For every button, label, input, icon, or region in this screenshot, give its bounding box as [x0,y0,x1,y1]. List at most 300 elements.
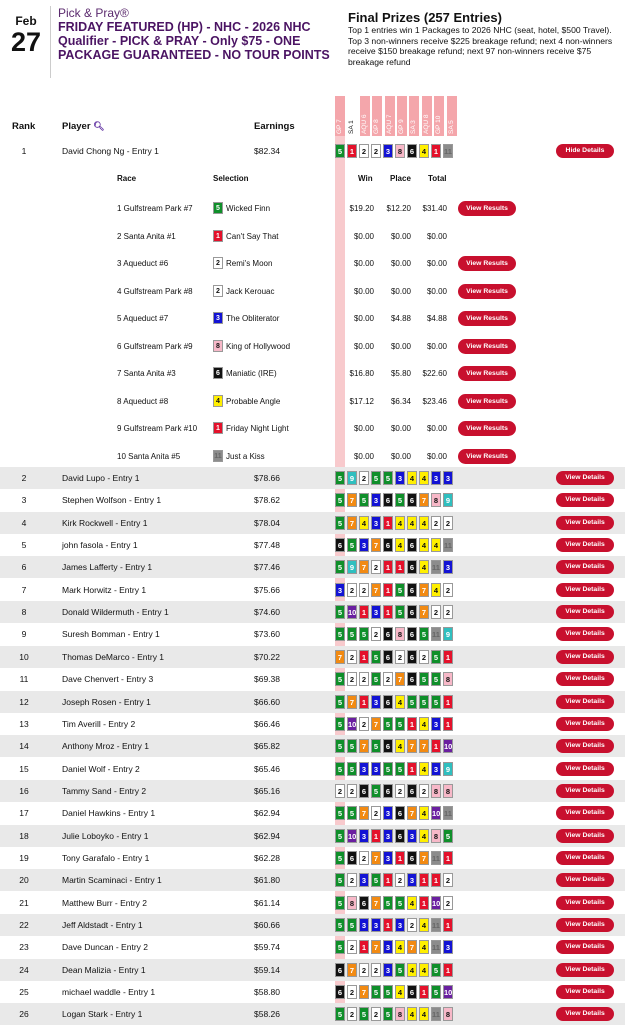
pick-chip: 5 [335,1007,345,1021]
player-header-label: Player [62,121,91,132]
pick-chip: 7 [395,672,405,686]
pick-chip: 2 [443,516,453,530]
pick-chip: 2 [347,583,357,597]
earnings-cell: $61.80 [254,875,280,886]
pick-chip: 1 [443,650,453,664]
details-row [0,280,625,304]
pick-chip: 2 [443,873,453,887]
view-details-button[interactable]: View Details [556,650,614,664]
view-results-button[interactable]: View Results [458,366,516,381]
selection-name: The Obliterator [226,314,280,323]
details-header-selection: Selection [213,174,249,183]
pick-chip: 7 [419,851,429,865]
rank-cell: 23 [19,942,29,953]
pick-chip: 4 [407,471,417,485]
view-details-button[interactable]: View Details [556,940,614,954]
selection-number: 6 [213,367,223,379]
player-name[interactable]: Stephen Wolfson - Entry 1 [62,495,162,506]
player-name[interactable]: Tim Averill - Entry 2 [62,718,136,729]
pick-chip: 2 [395,650,405,664]
pick-chip: 6 [395,829,405,843]
pick-chip: 3 [407,873,417,887]
pick-chip: 5 [335,717,345,731]
player-name[interactable]: David Chong Ng - Entry 1 [62,146,159,156]
brand-label: Pick & Pray® [58,6,129,20]
race-header: SA 5 [447,96,457,136]
view-details-button[interactable]: View Details [556,538,614,552]
player-name[interactable]: Martin Scaminaci - Entry 1 [62,875,162,886]
pick-chip: 5 [431,650,441,664]
pick-chip: 2 [383,672,393,686]
player-name[interactable]: Dave Duncan - Entry 2 [62,942,148,953]
pick-chip: 10 [347,829,357,843]
details-row [0,445,625,469]
pick-chip: 1 [407,717,417,731]
table-row [0,825,625,847]
pick-chip: 4 [419,516,429,530]
details-header-win: Win [358,174,373,183]
pick-chip: 8 [395,1007,405,1021]
rank-cell: 5 [21,540,27,551]
race-header: AQU 7 [385,96,395,136]
win-amount: $0.00 [353,286,374,296]
pick-chip: 5 [419,672,429,686]
view-details-button[interactable]: View Details [556,762,614,776]
view-results-button[interactable]: View Results [458,284,516,299]
pick-chip: 1 [395,560,405,574]
pick-chip: 6 [335,538,345,552]
pick-chip: 5 [335,806,345,820]
earnings-cell: $65.82 [254,741,280,752]
player-name[interactable]: Tammy Sand - Entry 2 [62,785,147,796]
view-details-button[interactable]: View Details [556,516,614,530]
win-amount: $0.00 [353,259,374,268]
details-row [0,390,625,414]
player-name[interactable]: Donald Wildermuth - Entry 1 [62,607,169,618]
player-name[interactable]: Suresh Bomman - Entry 1 [62,629,160,640]
pick-chip: 2 [335,784,345,798]
pick-chip: 6 [407,784,417,798]
pick-chip: 8 [431,784,441,798]
table-row [0,802,625,824]
player-name[interactable]: Matthew Burr - Entry 2 [62,897,148,908]
rank-cell: 7 [21,584,27,595]
pick-chip: 5 [335,144,345,158]
view-details-button[interactable]: View Details [556,873,614,887]
table-row [0,936,625,958]
pick-chip: 5 [335,516,345,530]
player-name[interactable]: Logan Stark - Entry 1 [62,1009,143,1020]
player-name[interactable]: Jeff Aldstadt - Entry 1 [62,920,143,930]
earnings-cell: $59.74 [254,942,280,953]
player-name[interactable]: Julie Loboyko - Entry 1 [62,830,149,841]
table-row [0,713,625,735]
earnings-cell: $82.34 [254,146,280,156]
race-header: GP 9 [397,96,407,136]
pick-chip: 3 [371,762,381,776]
hide-details-button[interactable]: Hide Details [556,144,614,158]
pick-chip: 4 [407,896,417,910]
pick-chip: 5 [395,896,405,910]
selection-name: Just a Kiss [226,451,265,461]
place-amount: $6.34 [390,396,411,406]
view-details-button[interactable]: View Details [556,829,614,843]
pick-chip: 5 [407,695,417,709]
pick-chip: 11 [443,144,453,158]
prizes-heading: Final Prizes (257 Entries) [348,10,502,25]
pick-chip: 3 [431,762,441,776]
total-amount: $0.00 [426,286,447,296]
earnings-cell: $62.94 [254,808,280,819]
pick-chip: 5 [359,1007,369,1021]
table-row [0,735,625,757]
pick-chip: 5 [383,471,393,485]
pick-chip: 1 [383,560,393,574]
pick-chip: 5 [395,963,405,977]
pick-chip: 3 [371,918,381,932]
player-header[interactable] [62,121,105,132]
view-details-button[interactable]: View Details [556,605,614,619]
selection-number: 5 [213,202,223,214]
pick-chip: 6 [407,627,417,641]
pick-chip: 6 [383,493,393,507]
selection-number: 11 [213,450,223,462]
view-results-button[interactable]: View Results [458,421,516,436]
prizes-text: Top 1 entries win 1 Packages to 2026 NHC (seat, hotel, $500 Travel). Top 3 non-winners receive $225 breakage refund; next 4 non-winners receive $150 breakage refund; next 97 non-winners receive $75 breakage refund [348,25,613,67]
view-details-button[interactable]: View Details [556,695,614,709]
pick-chip: 1 [371,829,381,843]
pick-chip: 4 [419,940,429,954]
pick-chip: 2 [371,963,381,977]
pick-chip: 3 [359,829,369,843]
pick-chip: 6 [335,963,345,977]
pick-chip: 2 [395,873,405,887]
pick-chip: 1 [359,650,369,664]
pick-chip: 5 [335,896,345,910]
pick-chip: 4 [407,516,417,530]
date-badge [6,14,46,56]
pick-chip: 11 [431,560,441,574]
details-row [0,362,625,386]
event-title: FRIDAY FEATURED (HP) - NHC - 2026 NHC Qualifier - PICK & PRAY - Only $75 - ONE PACKAGE GUARANTEED - NO TOUR POINTS [58,20,330,62]
pick-chip: 5 [443,829,453,843]
pick-chip: 1 [419,873,429,887]
rank-cell: 25 [19,987,29,998]
pick-chip: 8 [443,672,453,686]
pick-chip: 3 [395,471,405,485]
pick-chips [335,538,455,552]
pick-chip: 3 [431,717,441,731]
pick-chip: 7 [371,896,381,910]
pick-chip: 2 [359,471,369,485]
selection-number: 1 [213,422,223,434]
pick-chip: 5 [371,873,381,887]
player-name[interactable]: Tony Garafalo - Entry 1 [62,852,150,863]
pick-chips [335,918,455,932]
pick-chip: 3 [335,583,345,597]
pick-chip: 2 [347,873,357,887]
total-amount: $4.88 [426,314,447,323]
earnings-cell: $66.46 [254,718,280,729]
pick-chips [335,650,455,664]
pick-chip: 5 [371,471,381,485]
player-name[interactable]: James Lafferty - Entry 1 [62,562,153,573]
earnings-cell: $75.66 [254,584,280,595]
pick-chip: 4 [419,806,429,820]
pick-chip: 5 [335,627,345,641]
pick-chips [335,851,455,865]
pick-chip: 4 [431,538,441,552]
pick-chip: 5 [371,739,381,753]
race-headers [335,96,462,136]
pick-chips [335,940,455,954]
view-results-button[interactable]: View Results [458,339,516,354]
table-row [0,691,625,713]
player-name[interactable]: michael waddle - Entry 1 [62,987,156,998]
pick-chip: 4 [395,695,405,709]
pick-chip: 3 [383,963,393,977]
pick-chip: 3 [371,493,381,507]
view-details-button[interactable]: View Details [556,851,614,865]
view-details-button[interactable]: View Details [556,717,614,731]
selection-name: Can't Say That [226,231,279,241]
pick-chips [335,717,455,731]
pick-chip: 2 [431,516,441,530]
view-details-button[interactable]: View Details [556,560,614,574]
pick-chip: 5 [335,605,345,619]
pick-chip: 3 [359,873,369,887]
pick-chip: 10 [431,896,441,910]
player-name[interactable]: Daniel Hawkins - Entry 1 [62,808,156,819]
player-name[interactable]: Dean Malizia - Entry 1 [62,964,146,975]
pick-chips [335,985,455,999]
pick-chip: 8 [431,829,441,843]
selection-name: Jack Kerouac [226,286,275,296]
view-results-button[interactable]: View Results [458,201,516,216]
earnings-cell: $66.60 [254,696,280,707]
view-details-button[interactable]: View Details [556,806,614,820]
pick-chip: 3 [431,471,441,485]
player-name[interactable]: Mark Horwitz - Entry 1 [62,584,147,595]
earnings-cell: $77.46 [254,562,280,573]
pick-chip: 4 [419,829,429,843]
pick-chip: 6 [383,739,393,753]
race-header: GP 8 [372,96,382,136]
race-name: 2 Santa Anita #1 [117,231,176,241]
place-amount: $0.00 [390,341,411,351]
pick-chip: 2 [419,650,429,664]
earnings-cell: $58.80 [254,987,280,998]
table-row [0,579,625,601]
pick-chip: 7 [347,516,357,530]
view-details-button[interactable]: View Details [556,896,614,910]
player-name[interactable]: Daniel Wolf - Entry 2 [62,763,140,774]
pick-chip: 7 [419,739,429,753]
pick-chip: 1 [383,918,393,932]
race-header: SA 3 [409,96,419,136]
search-icon[interactable]: 🔍︎ [93,121,105,131]
rank-cell: 20 [19,875,29,886]
pick-chip: 6 [383,650,393,664]
race-name: 6 Gulfstream Park #9 [117,341,193,351]
earnings-cell: $62.94 [254,830,280,841]
player-name[interactable]: Dave Chenvert - Entry 3 [62,674,154,685]
pick-chips [335,516,455,530]
view-results-button[interactable]: View Results [458,311,516,326]
view-details-button[interactable]: View Details [556,1007,614,1021]
earnings-cell: $69.38 [254,674,280,685]
player-name[interactable]: David Lupo - Entry 1 [62,473,140,483]
pick-chip: 5 [335,739,345,753]
rank-header: Rank [12,121,36,132]
view-results-button[interactable]: View Results [458,394,516,409]
pick-chip: 4 [419,717,429,731]
pick-chip: 4 [419,1007,429,1021]
view-results-button[interactable]: View Results [458,256,516,271]
selection-name: Remi's Moon [226,259,273,268]
pick-chip: 7 [335,650,345,664]
pick-chip: 6 [407,672,417,686]
rank-cell: 18 [19,830,29,841]
rank-cell: 2 [21,473,27,483]
pick-chip: 2 [347,672,357,686]
view-details-button[interactable]: View Details [556,784,614,798]
player-name[interactable]: Anthony Mroz - Entry 1 [62,741,149,752]
pick-chip: 7 [359,806,369,820]
pick-chips [335,672,455,686]
view-details-button[interactable]: View Details [556,963,614,977]
pick-chip: 9 [443,493,453,507]
pick-chip: 8 [431,493,441,507]
race-name: 1 Gulfstream Park #7 [117,204,193,213]
rank-cell: 24 [19,964,29,975]
pick-chip: 3 [443,471,453,485]
pick-chip: 1 [395,851,405,865]
pick-chip: 3 [395,918,405,932]
pick-chip: 6 [407,851,417,865]
place-amount: $0.00 [390,424,411,433]
view-details-button[interactable]: View Details [556,627,614,641]
pick-chip: 1 [443,918,453,932]
pick-chips [335,896,455,910]
selection-number: 3 [213,312,223,324]
event-info [58,6,348,62]
pick-chip: 6 [359,896,369,910]
pick-chips [335,784,455,798]
pick-chip: 5 [347,806,357,820]
pick-chip: 6 [407,538,417,552]
pick-chip: 2 [395,784,405,798]
pick-chip: 11 [431,1007,441,1021]
player-name[interactable]: Thomas DeMarco - Entry 1 [62,651,165,662]
rank-cell: 4 [21,517,27,528]
view-details-button[interactable]: View Details [556,985,614,999]
table-row [0,668,625,690]
pick-chip: 5 [431,695,441,709]
details-row [0,307,625,331]
pick-chip: 5 [383,762,393,776]
pick-chip: 7 [419,493,429,507]
view-details-button[interactable]: View Details [556,739,614,753]
pick-chip: 6 [383,627,393,641]
pick-chip: 7 [419,583,429,597]
pick-chip: 6 [335,985,345,999]
pick-chip: 8 [395,627,405,641]
pick-chip: 1 [443,717,453,731]
win-amount: $0.00 [353,451,374,461]
pick-chips [335,493,455,507]
view-details-button[interactable]: View Details [556,918,614,932]
win-amount: $16.80 [349,369,374,378]
pick-chip: 4 [395,538,405,552]
pick-chip: 5 [347,739,357,753]
race-name: 7 Santa Anita #3 [117,369,176,378]
total-amount: $0.00 [426,341,447,351]
earnings-cell: $73.60 [254,629,280,640]
rank-cell: 3 [21,495,27,506]
details-header-total: Total [428,174,447,183]
table-row [0,847,625,869]
pick-chip: 5 [335,762,345,776]
place-amount: $12.20 [386,204,411,213]
pick-chip: 10 [431,806,441,820]
pick-chip: 6 [407,493,417,507]
player-name[interactable]: Joseph Rosen - Entry 1 [62,696,151,707]
rank-cell: 10 [19,651,29,662]
player-name[interactable]: Kirk Rockwell - Entry 1 [62,517,148,528]
rank-cell: 9 [21,629,27,640]
pick-chips [335,605,455,619]
pick-chip: 4 [395,516,405,530]
table-row [0,869,625,891]
player-name[interactable]: john fasola - Entry 1 [62,540,138,551]
view-details-button[interactable]: View Details [556,583,614,597]
race-header: AQU 8 [422,96,432,136]
place-amount: $0.00 [390,259,411,268]
pick-chip: 1 [347,144,357,158]
earnings-cell: $74.60 [254,607,280,618]
rank-cell: 11 [19,674,29,685]
view-details-button[interactable]: View Details [556,672,614,686]
total-amount: $31.40 [422,204,447,213]
pick-chip: 2 [347,784,357,798]
pick-chip: 6 [407,144,417,158]
table-row [0,758,625,780]
rank-cell: 1 [21,146,27,156]
rank-cell: 15 [19,763,29,774]
pick-chip: 2 [443,583,453,597]
pick-chip: 6 [347,851,357,865]
pick-chip: 7 [359,560,369,574]
pick-chip: 7 [347,493,357,507]
pick-chip: 6 [383,784,393,798]
total-amount: $23.46 [422,396,447,406]
pick-chip: 3 [383,144,393,158]
view-details-button[interactable]: View Details [556,471,614,485]
race-header: GP 7 [335,96,345,136]
pick-chip: 7 [407,739,417,753]
earnings-cell: $70.22 [254,651,280,662]
pick-chip: 7 [371,851,381,865]
pick-chip: 2 [371,806,381,820]
pick-chip: 2 [371,560,381,574]
pick-chip: 2 [347,985,357,999]
view-details-button[interactable]: View Details [556,493,614,507]
win-amount: $0.00 [353,341,374,351]
pick-chip: 5 [371,784,381,798]
view-results-button[interactable]: View Results [458,449,516,464]
pick-chip: 4 [395,985,405,999]
